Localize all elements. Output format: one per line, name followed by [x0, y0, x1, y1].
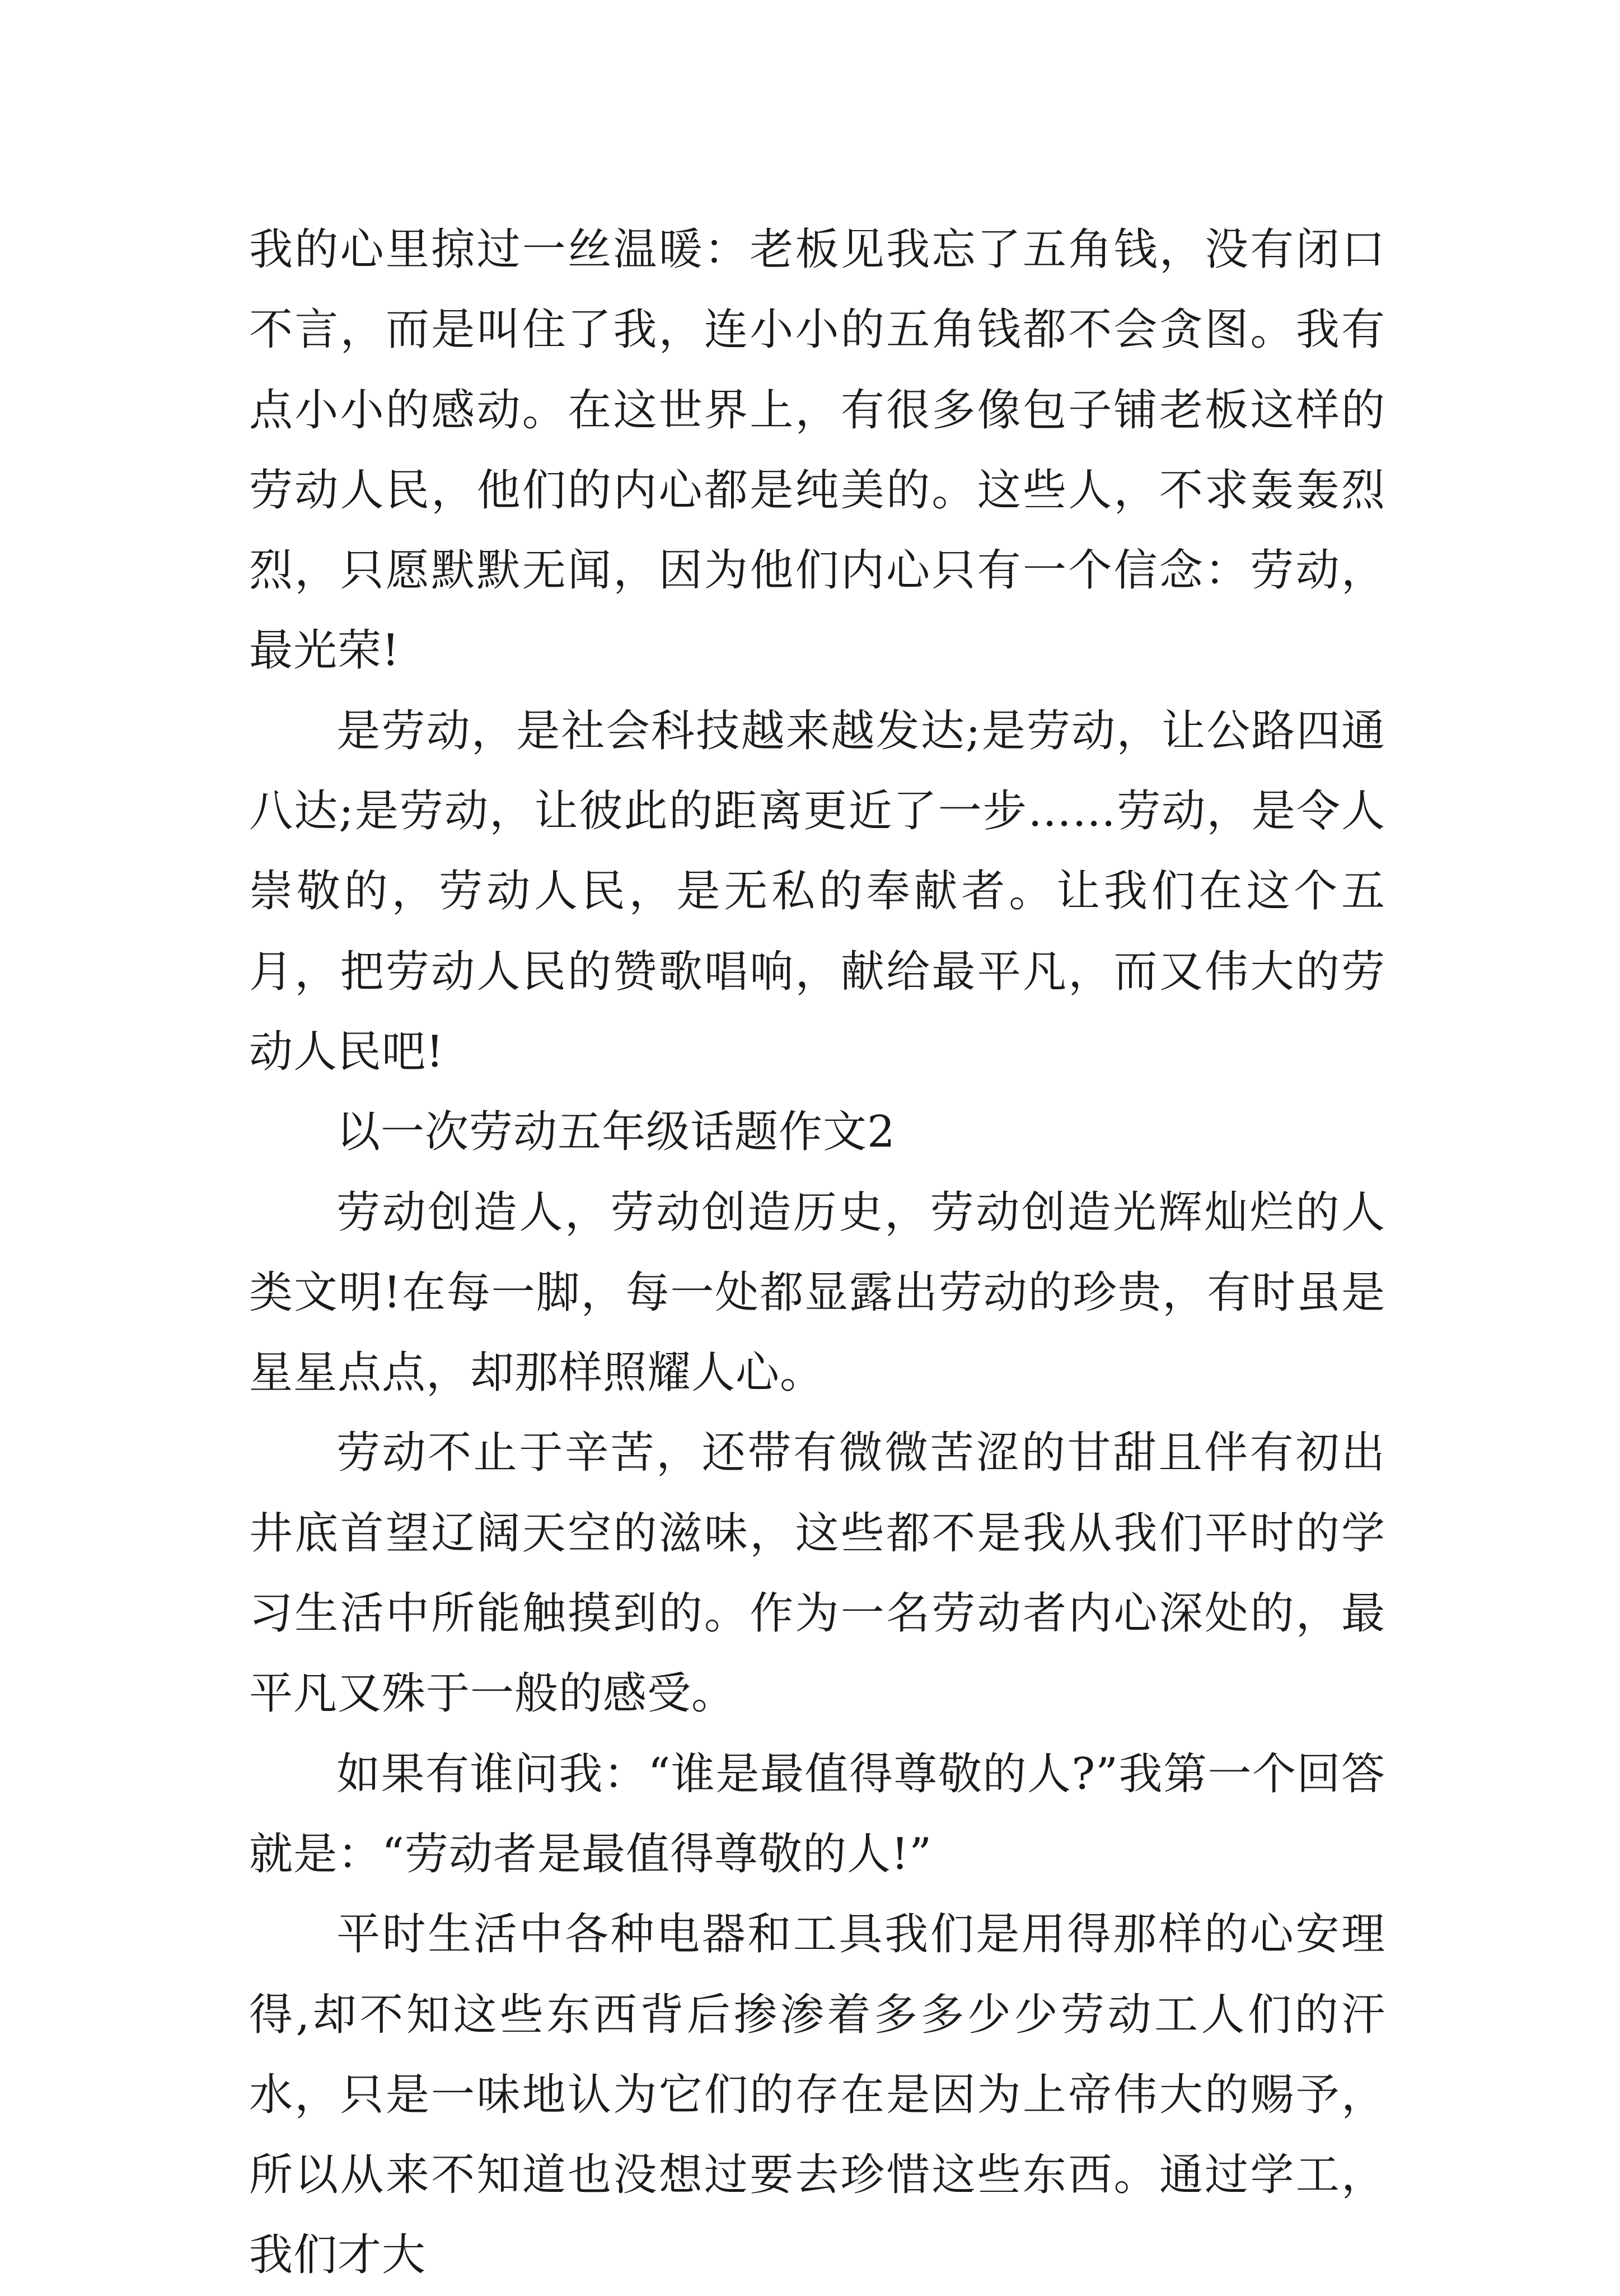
paragraph-continuation: 我的心里掠过一丝温暖：老板见我忘了五角钱，没有闭口不言，而是叫住了我，连小小的五角钱都不会贪图。我有点小小的感动。在这世界上，有很多像包子铺老板这样的劳动人民，他们的内心都是纯美的。这些人，不求轰轰烈烈，只愿默默无闻，因为他们内心只有一个信念：劳动，最光荣!: [249, 225, 1385, 676]
paragraph-labor-creates: 劳动创造人，劳动创造历史，劳动创造光辉灿烂的人类文明!在每一脚，每一处都显露出劳动的珍贵，有时虽是星星点点，却那样照耀人心。: [249, 1187, 1385, 1399]
paragraph-daily-life: 平时生活中各种电器和工具我们是用得那样的心安理得,却不知这些东西背后掺渗着多多少少劳动工人们的汗水，只是一味地认为它们的存在是因为上帝伟大的赐予，所以从来不知道也没想过要去珍惜这些东西。通过学工，我们才大: [249, 1909, 1385, 2281]
paragraph-labor-progress: 是劳动，是社会科技越来越发达;是劳动，让公路四通八达;是劳动，让彼此的距离更近了一步……劳动，是令人崇敬的，劳动人民，是无私的奉献者。让我们在这个五月，把劳动人民的赞歌唱响，献给最平凡，而又伟大的劳动人民吧!: [249, 705, 1385, 1077]
paragraph-most-respected: 如果有谁问我：“谁是最值得尊敬的人?”我第一个回答就是：“劳动者是最值得尊敬的人!”: [249, 1748, 1385, 1879]
paragraph-labor-sweetness: 劳动不止于辛苦，还带有微微苦涩的甘甜且伴有初出井底首望辽阔天空的滋味，这些都不是我从我们平时的学习生活中所能触摸到的。作为一名劳动者内心深处的，最平凡又殊于一般的感受。: [249, 1428, 1385, 1719]
article-body: [249, 210, 1385, 2296]
essay-title: 以一次劳动五年级话题作文2: [336, 1107, 896, 1158]
